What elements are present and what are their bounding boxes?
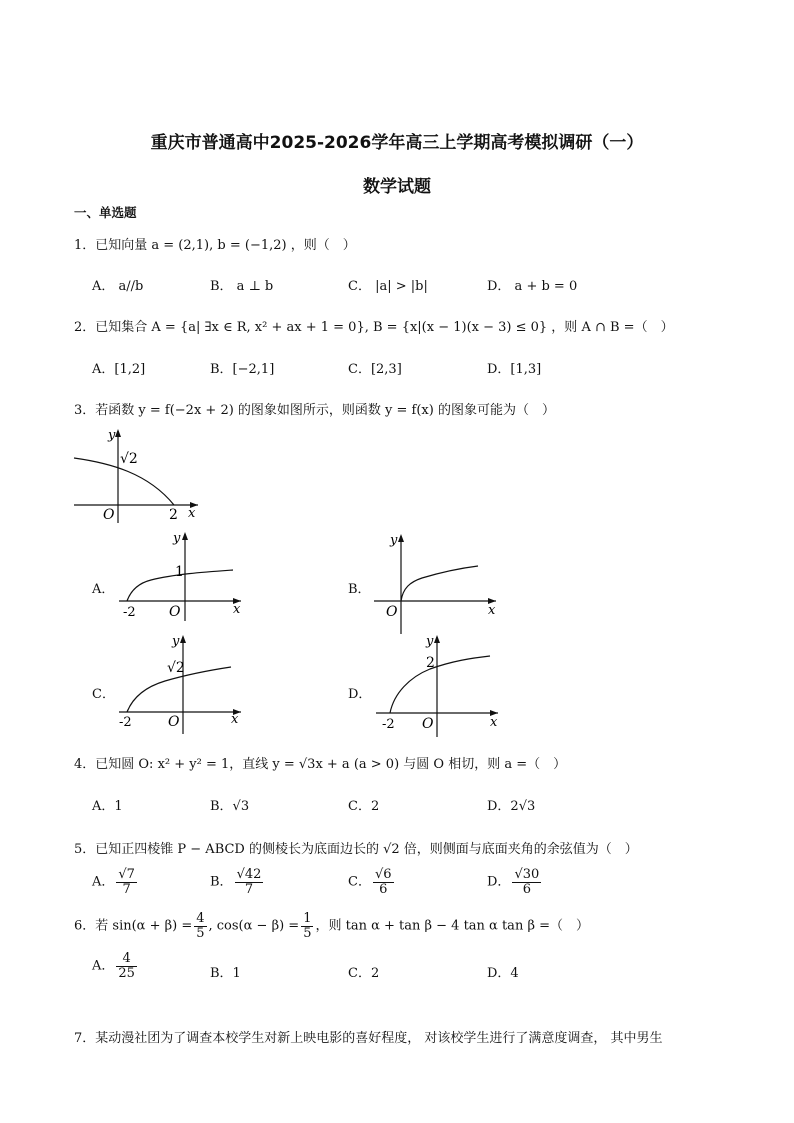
q6-frac2-den: 5 [303,925,312,941]
option-b-label: B． [210,874,233,890]
option-a-1-label: 1 [175,564,184,580]
question-2-stem: 2．已知集合 A = {a| ∃x ∈ R, x² + ax + 1 = 0}, B = {x|(x − 1)(x − 3) ≤ 0} ，则 A ∩ B =（ ） [74,320,674,335]
option-a-label: A． [92,874,115,890]
question-5-option-c [348,868,396,896]
q6-stem-pre: 6．若 sin(α + β) = [74,918,193,934]
question-2-option-c: C．[2,3] [348,362,402,377]
option-b-denominator: 7 [244,881,254,897]
question-5-option-b [210,868,265,896]
q6-option-a-label: A． [92,958,115,974]
question-3-option-a-graph [115,528,250,623]
question-6-option-c: C．2 [348,966,380,981]
option-d-denominator: 6 [522,881,531,897]
option-c-x-label: x [231,712,239,727]
option-a-neg2-label: -2 [123,605,136,620]
q6-frac1-den: 5 [196,925,205,941]
option-d-origin-label: O [422,716,434,732]
question-4-option-d: D．2√3 [487,799,536,814]
option-c-sqrt2-label: √2 [167,660,185,676]
question-3-option-d-graph [372,631,502,739]
question-3-stem: 3．若函数 y = f(−2x + 2) 的图象如图所示，则函数 y = f(x) 的图象可能为（ ） [74,403,555,418]
question-6-option-b: B．1 [210,966,241,981]
question-2-option-a: A．[1,2] [92,362,146,377]
question-1-option-d: D． a + b = 0 [487,279,578,294]
question-6-option-d: D．4 [487,966,519,981]
option-a-x-label: x [233,602,241,617]
option-a-numerator: √7 [118,867,135,882]
option-d-neg2-label: -2 [382,717,395,732]
question-3-option-d: D． [348,687,372,702]
question-5-option-a [92,868,139,896]
option-b-y-label: y [390,533,398,548]
question-5-stem: 5．已知正四棱锥 P − ABCD 的侧棱长为底面边长的 √2 倍，则侧面与底面夹角的余弦值为（ ） [74,842,638,857]
question-3-stem-graph [70,425,210,525]
question-4-option-a: A．1 [92,799,123,814]
q6-stem-post: ，则 tan α + tan β − 4 tan α tan β =（ ） [315,918,589,934]
exam-subtitle: 数学试题 [363,177,431,197]
question-2-option-d: D．[1,3] [487,362,542,377]
option-d-numerator: √30 [514,867,540,882]
question-4-option-c: C．2 [348,799,380,814]
q6-frac2-num: 1 [303,911,312,926]
option-b-numerator: √42 [236,867,262,882]
question-3-option-b-graph [370,530,500,635]
question-3-option-c: C． [92,687,115,702]
option-d-2-label: 2 [426,655,435,671]
q6-stem-mid: , cos(α − β) = [208,918,300,934]
option-c-numerator: √6 [374,867,392,882]
q6-frac1-num: 4 [196,911,205,926]
question-1-option-c: C． |a| > |b| [348,279,428,294]
stem-origin-label: O [103,507,115,523]
question-6-option-a [92,952,139,980]
option-d-y-label: y [426,634,434,649]
option-b-origin-label: O [386,604,398,620]
section-heading: 一、单选题 [74,205,137,220]
question-6-stem [74,912,589,940]
option-a-origin-label: O [169,604,181,620]
question-4-stem: 4．已知圆 O: x² + y² = 1，直线 y = √3x + a (a > 0) 与圆 O 相切，则 a =（ ） [74,757,567,772]
option-c-origin-label: O [168,714,180,730]
question-3-option-c-graph [115,631,250,736]
option-c-y-label: y [172,634,180,649]
question-5-option-d [487,868,543,896]
question-1-stem: 1．已知向量 a = (2,1), b = (−1,2) ，则（ ） [74,238,356,253]
option-a-denominator: 7 [122,881,131,897]
option-b-x-label: x [488,603,496,618]
question-4-option-b: B．√3 [210,799,250,814]
exam-title: 重庆市普通高中2025-2026学年高三上学期高考模拟调研（一） [150,133,644,153]
stem-2-label: 2 [169,507,178,523]
stem-x-label: x [188,506,196,521]
question-1-option-b: B． a ⊥ b [210,279,274,294]
q6-option-a-den: 25 [118,965,135,981]
question-3-option-b: B． [348,582,371,597]
option-d-x-label: x [490,715,498,730]
question-7-stem: 7．某动漫社团为了调查本校学生对新上映电影的喜好程度， 对该校学生进行了满意度调查， 其中男生 [74,1031,663,1046]
question-2-option-b: B．[−2,1] [210,362,275,377]
option-a-y-label: y [173,531,181,546]
option-c-label: C． [348,874,371,890]
option-d-label: D． [487,874,511,890]
q6-option-a-num: 4 [116,952,137,967]
option-c-neg2-label: -2 [119,715,132,730]
question-1-option-a: A． a//b [92,279,144,294]
stem-y-label: y [108,428,116,443]
stem-sqrt2-label: √2 [120,451,138,467]
question-3-option-a: A． [92,582,115,597]
option-c-denominator: 6 [379,881,388,897]
